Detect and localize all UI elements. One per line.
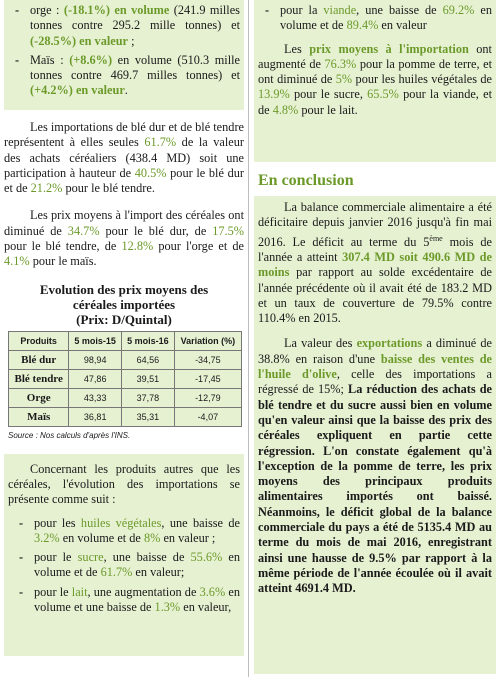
cereal-bullets-box xyxy=(4,0,244,110)
column-divider xyxy=(248,0,249,677)
table-row: Maïs 36,81 35,31 -4,07 xyxy=(9,407,242,426)
paragraph-ble-share: Les importations de blé dur et de blé tendre représentent à elles seules 61.7% de la valeur des achats céréaliers (438.4 MD) soit une participation à hauteur de 40.5% pour le blé dur et de 21.2% pour le blé tendre. xyxy=(4,120,244,196)
bullet-huiles: - pour les huiles végétales, une baisse de 3.2% en volume et de 8% en valeur ; xyxy=(8,516,240,547)
left-column xyxy=(4,0,244,656)
bullet-dash: - xyxy=(14,3,20,17)
bullet-dash: - xyxy=(14,52,20,67)
col-header: 5 mois-16 xyxy=(122,331,175,350)
table-row: Blé dur 98,94 64,56 -34,75 xyxy=(9,350,242,369)
conclusion-box xyxy=(254,196,496,674)
table-title: Evolution des prix moyens des céréales importées (Prix: D/Quintal) xyxy=(39,281,209,327)
bullet-dash: - xyxy=(18,584,24,599)
table-row: Orge 43,33 37,78 -12,79 xyxy=(9,388,242,407)
conclusion-heading: En conclusion xyxy=(258,172,354,189)
conclusion-paragraph-2: La valeur des exportations a diminué de 38.8% en raison d'une baisse des ventes de l'huile d'olive, celle des importations a régressé de 15%; La réduction des achats de blé tendre et du sucre aussi bien en volume qu'en valeur ainsi que la baisse des prix des céréales expliquent en partie cette régression. L'on constate également qu'à l'exception de la pomme de terre, les prix moyens des principaux produits alimentaires importés ont baissé. Néanmoins, le déficit global de la balance commerciale du pays a été de 5135.4 MD au terme du mois de mai 2016, enregistrant ainsi une hausse de 9.5% par rapport à la même période de l'année écoulée où il avait atteint 4691.4 MD. xyxy=(258,336,492,596)
bullet-dash: - xyxy=(18,515,24,530)
col-header: 5 mois-15 xyxy=(69,331,122,350)
table-header-row xyxy=(9,331,242,350)
intro-other-products: Concernant les produits autres que les céréales, l'évolution des importations se présente comme suit : xyxy=(8,461,240,507)
bullet-sucre: - pour le sucre, une baisse de 55.6% en volume et de 61.7% en valeur; xyxy=(8,550,240,581)
bullet-orge: - orge : (-18.1%) en volume (241.9 milles tonnes contre 295.2 mille tonnes) et (-28.5%) en valeur ; xyxy=(4,3,240,49)
other-products-box xyxy=(4,454,244,656)
conclusion-paragraph-1: La balance commerciale alimentaire a été déficitaire depuis janvier 2016 jusqu'à fin mai 2016. Le déficit au terme du 5ème mois de l'année a atteint 307.4 MD soit 490.6 MD de moins par rapport au solde excédentaire de l'année précédente où il avait été de 183.2 MD et un taux de couverture de 79.5% contre 110.4% en 2015. xyxy=(258,200,493,326)
col-header: Produits xyxy=(9,331,69,350)
bullet-mais: - Maïs : (+8.6%) en volume (510.3 mille tonnes contre 469.7 milles tonnes) et (+4.2%) en valeur. xyxy=(4,53,240,99)
bullet-viande: - pour la viande, une baisse de 69.2% en volume et de 89.4% en valeur xyxy=(254,3,492,34)
right-column xyxy=(254,0,496,674)
paragraph-prix-moyens: Les prix moyens à l'import des céréales ont diminué de 34.7% pour le blé dur, de 17.5% pour le blé tendre, de 12.8% pour l'orge et de 4.1% pour le maïs. xyxy=(4,208,245,269)
bullet-lait: - pour le lait, une augmentation de 3.6% en volume et une baisse de 1.3% en valeur, xyxy=(8,585,240,616)
paragraph-prix-importation: Les prix moyens à l'importation ont augmenté de 76.3% pour la pomme de terre, et ont diminué de 5% pour les huiles végétales de 13.9% pour le sucre, 65.5% pour la viande, et de 4.8% pour le lait. xyxy=(258,41,493,117)
bullet-dash: - xyxy=(264,3,270,17)
col-header: Variation (%) xyxy=(174,331,241,350)
viande-prices-box xyxy=(254,0,496,162)
price-table xyxy=(8,331,242,427)
bullet-dash: - xyxy=(18,550,24,565)
table-source: Source : Nos calculs d'après l'INS. xyxy=(8,430,131,440)
table-row: Blé tendre 47,86 39,51 -17,45 xyxy=(9,369,242,388)
